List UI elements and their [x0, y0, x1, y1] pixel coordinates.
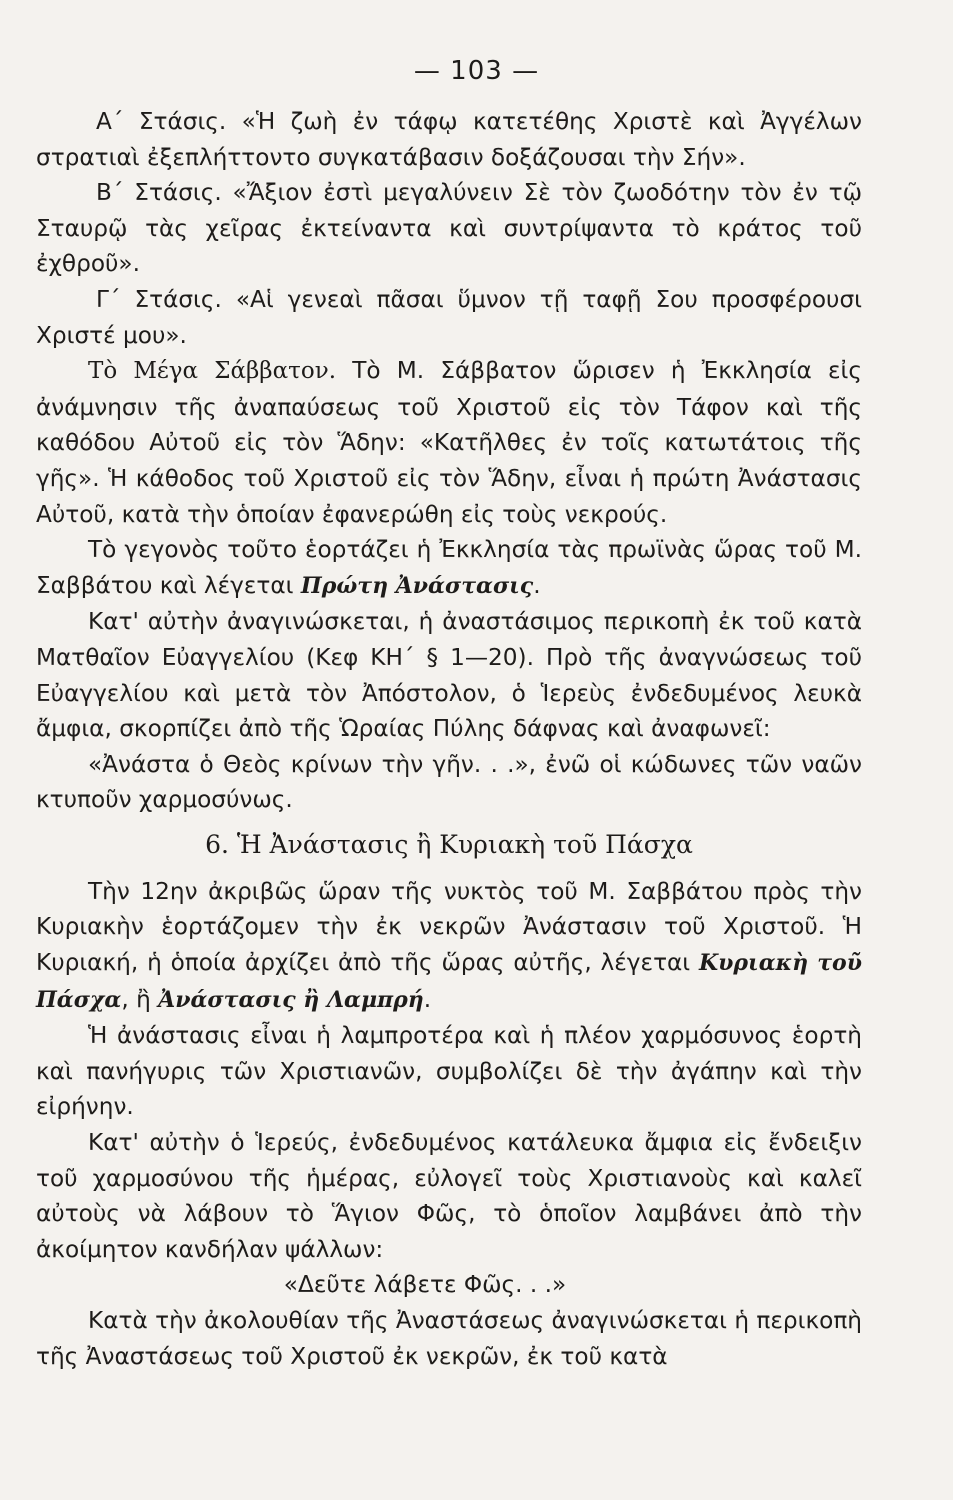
easter-sunday-connector: , ἢ [121, 985, 151, 1013]
first-resurrection-text: Τὸ γεγονὸς τοῦτο ἑορτάζει ἡ Ἐκκλησία τὰς πρωϊνὰς ὥρας τοῦ Μ. Σαββάτου καὶ λέγεται [36, 536, 862, 599]
paragraph-anasta: «Ἀνάστα ὁ Θεὸς κρίνων τὴν γῆν. . .», ἐνῶ οἱ κώδωνες τῶν ναῶν κτυποῦν χαρμοσύνως. [36, 750, 862, 814]
paragraph-gospel-reading: Κατ' αὐτὴν ἀναγινώσκεται, ἡ ἀναστάσιμος περικοπὴ ἐκ τοῦ κατὰ Ματθαῖον Εὐαγγελίου (Κεφ ΚΗ΄ § 1—20). Πρὸ τῆς ἀναγνώσεως τοῦ Εὐαγγελίου καὶ μετὰ τὸν Ἀπόστολον, ὁ Ἱερεὺς ἐνδεδυμένος λευκὰ ἄμφια, σκορπίζει ἀπὸ τῆς Ὡραίας Πύλης δάφνας καὶ ἀναφωνεῖ: [36, 608, 862, 743]
holy-saturday-title: Τὸ Μέγα Σάββατον. [88, 358, 337, 385]
easter-sunday-emphasis-2: Ἀνάστασις ἢ Λαμπρή [158, 986, 424, 1013]
paragraph-holy-light: Κατ' αὐτὴν ὁ Ἱερεύς, ἐνδεδυμένος κατάλευκα ἄμφια εἰς ἔνδειξιν τοῦ χαρμοσύνου τῆς ἡμέρας, εὐλογεῖ τοὺς Χριστιανοὺς καὶ καλεῖ αὐτοὺς νὰ λάβουν τὸ Ἅγιον Φῶς, τὸ ὁποῖον λαμβάνει ἀπὸ τὴν ἀκοίμητον κανδήλαν ψάλλων: [36, 1129, 862, 1263]
paragraph-stasis-c: Γ΄ Στάσις. «Αἱ γενεαὶ πᾶσαι ὕμνον τῇ ταφῇ Σου προσφέρουσι Χριστέ μου». [36, 285, 862, 349]
easter-sunday-end: . [423, 985, 432, 1013]
first-resurrection-end: . [533, 571, 541, 599]
page-text [36, 104, 862, 1374]
easter-sunday-text: Τὴν 12ην ἀκριβῶς ὥραν τῆς νυκτὸς τοῦ Μ. Σαββάτου πρὸς τὴν Κυριακὴν ἑορτάζομεν τὴν ἐκ νεκρῶν Ἀνάστασιν τοῦ Χριστοῦ. Ἡ Κυριακή, ἡ ὁποία ἀρχίζει ἀπὸ τῆς ὥρας αὐτῆς, λέγεται [36, 877, 862, 977]
section-heading: 6. Ἡ Ἀνάστασις ἢ Κυριακὴ τοῦ Πάσχα [205, 829, 693, 859]
page-number: — 103 — [413, 56, 540, 86]
easter-sunday-emphasis-1: Κυριακὴ τοῦ Πάσχα [36, 950, 862, 1013]
paragraph-stasis-b: Β΄ Στάσις. «Ἄξιον ἐστὶ μεγαλύνειν Σὲ τὸν ζωοδότην τὸν ἐν τῷ Σταυρῷ τὰς χεῖρας ἐκτείναντα καὶ συντρίψαντα τὸ κράτος τοῦ ἐχθροῦ». [36, 179, 862, 278]
paragraph-holy-saturday [36, 353, 862, 532]
quote-holy-light: «Δεῦτε λάβετε Φῶς. . .» [283, 1271, 567, 1299]
first-resurrection-emphasis: Πρώτη Ἀνάστασις [300, 572, 534, 599]
paragraph-resurrection-service: Κατὰ τὴν ἀκολουθίαν τῆς Ἀναστάσεως ἀναγινώσκεται ἡ περικοπὴ τῆς Ἀναστάσεως τοῦ Χριστοῦ ἐκ νεκρῶν, ἐκ τοῦ κατὰ [36, 1307, 862, 1370]
holy-saturday-body: Τὸ Μ. Σάββατον ὥρισεν ἡ Ἐκκλησία εἰς ἀνάμνησιν τῆς ἀναπαύσεως τοῦ Χριστοῦ εἰς τὸν Τάφον καὶ τῆς καθόδου Αὐτοῦ εἰς τὸν Ἅδην: «Κατῆλθες ἐν τοῖς κατωτάτοις τῆς γῆς». Ἡ κάθοδος τοῦ Χριστοῦ εἰς τὸν Ἅδην, εἶναι ἡ πρώτη Ἀνάστασις Αὐτοῦ, κατὰ τὴν ὁποίαν ἐφανερώθη εἰς τοὺς νεκρούς. [36, 357, 863, 528]
paragraph-first-resurrection [36, 532, 862, 604]
paragraph-easter-sunday [36, 874, 862, 1018]
paragraph-joyful-feast: Ἡ ἀνάστασις εἶναι ἡ λαμπροτέρα καὶ ἡ πλέον χαρμόσυνος ἑορτὴ καὶ πανήγυρις τῶν Χριστιανῶν, συμβολίζει δὲ τὴν ἀγάπην καὶ τὴν εἰρήνην. [36, 1022, 862, 1121]
paragraph-stasis-a: Α΄ Στάσις. «Ἡ ζωὴ ἐν τάφῳ κατετέθης Χριστὲ καὶ Ἀγγέλων στρατιαὶ ἐξεπλήττοντο συγκατάβασιν δοξάζουσαι τὴν Σήν». [36, 108, 862, 171]
